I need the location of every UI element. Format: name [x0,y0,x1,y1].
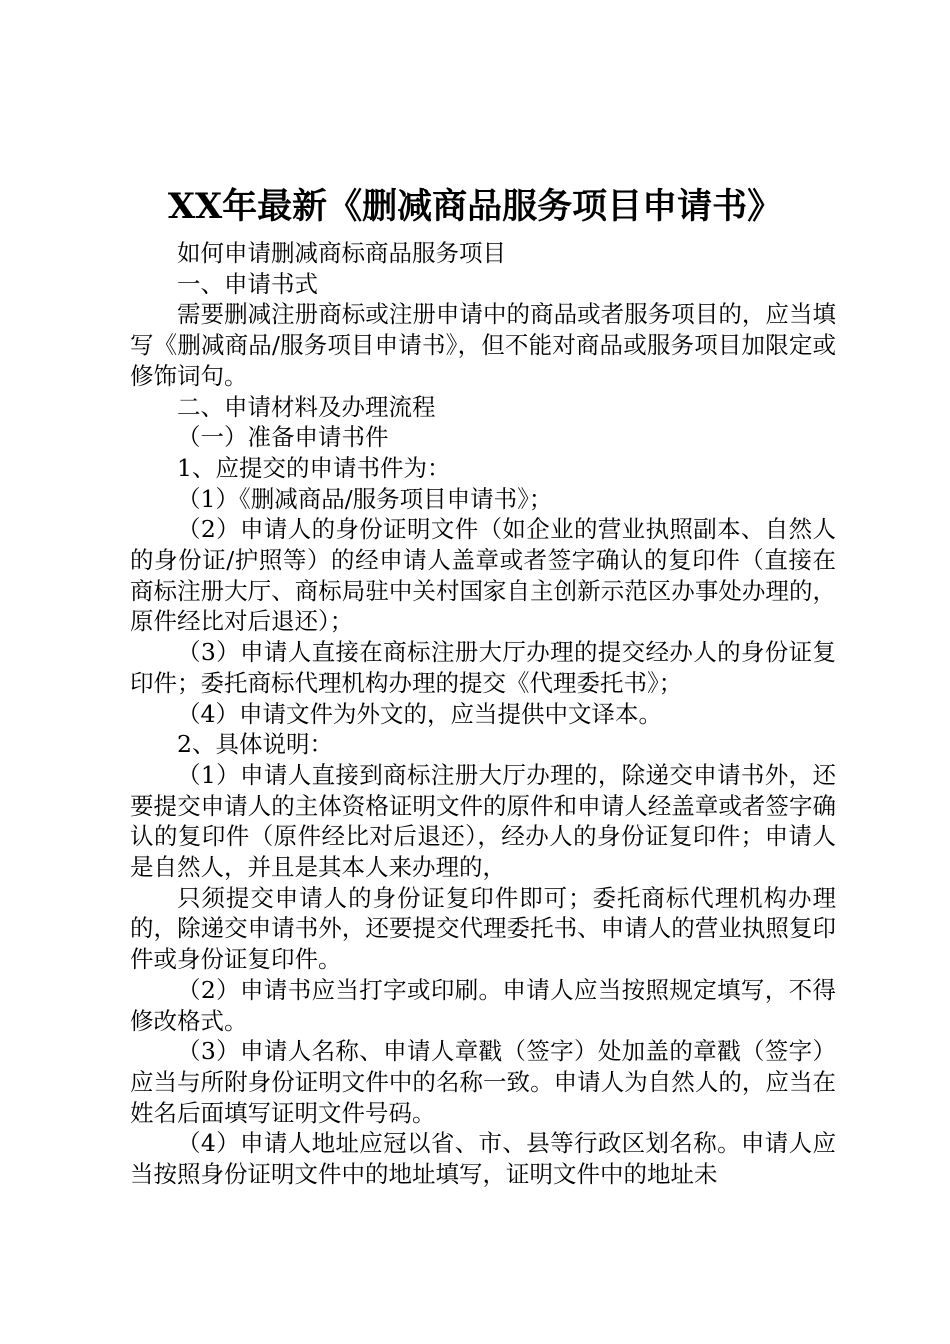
list-item: （3）申请人名称、申请人章戳（签字）处加盖的章戳（签字）应当与所附身份证明文件中的名称一致。申请人为自然人的，应当在姓名后面填写证明文件号码。 [130,1037,836,1127]
section-heading: 二、申请材料及办理流程 [177,392,436,421]
subsection-heading: （一）准备申请书件 [177,423,389,452]
paragraph: 1、应提交的申请书件为： [177,453,451,482]
paragraph: 2、具体说明： [177,730,333,759]
list-item: （2）申请人的身份证明文件（如企业的营业执照副本、自然人的身份证/护照等）的经申请人盖章或者签字确认的复印件（直接在商标注册大厅、商标局驻中关村国家自主创新示范区办事处办理的，原件经比对后退还）； [130,515,836,636]
list-item: （1）申请人直接到商标注册大厅办理的，除递交申请书外，还要提交申请人的主体资格证明文件的原件和申请人经盖章或者签字确认的复印件（原件经比对后退还），经办人的身份证复印件；申请人是自然人，并且是其本人来办理的， [130,760,836,882]
list-item: （1）《删减商品/服务项目申请书》； [177,484,553,513]
document-title: XX年最新《删减商品服务项目申请书》 [167,186,783,227]
paragraph: 只须提交申请人的身份证复印件即可；委托商标代理机构办理的，除递交申请书外，还要提交代理委托书、申请人的营业执照复印件或身份证复印件。 [130,883,836,974]
list-item: （3）申请人直接在商标注册大厅办理的提交经办人的身份证复印件；委托商标代理机构办理的提交《代理委托书》； [130,638,836,697]
list-item: （2）申请书应当打字或印刷。申请人应当按照规定填写，不得修改格式。 [130,975,836,1035]
list-item: （4）申请人地址应冠以省、市、县等行政区划名称。申请人应当按照身份证明文件中的地址填写，证明文件中的地址未 [130,1129,836,1189]
section-heading: 一、申请书式 [177,269,318,298]
paragraph: 需要删减注册商标或注册申请中的商品或者服务项目的，应当填写《删减商品/服务项目申请书》，但不能对商品或服务项目加限定或修饰词句。 [130,300,836,390]
document-body [130,238,836,1190]
list-item: （4）申请文件为外文的，应当提供中文译本。 [177,699,662,728]
paragraph: 如何申请删减商标商品服务项目 [177,239,506,267]
